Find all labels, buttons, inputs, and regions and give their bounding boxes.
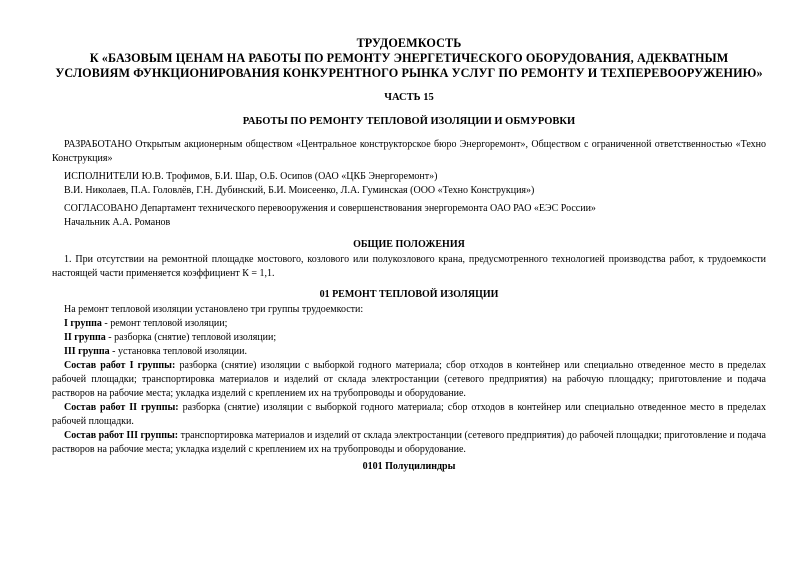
chief-line: Начальник А.А. Романов [64, 217, 171, 228]
document-title [52, 36, 766, 81]
title-line-1: ТРУДОЕМКОСТЬ [356, 36, 462, 50]
group-1-text: - ремонт тепловой изоляции; [101, 318, 228, 329]
general-heading: ОБЩИЕ ПОЛОЖЕНИЯ [353, 239, 465, 250]
group-1-line [52, 317, 766, 331]
group-2-text: - разборка (снятие) тепловой изоляции; [105, 332, 277, 343]
document-page [52, 36, 766, 472]
part-subtitle: РАБОТЫ ПО РЕМОНТУ ТЕПЛОВОЙ ИЗОЛЯЦИИ И ОБМУРОВКИ [242, 116, 576, 127]
composition-3-label: Состав работ III группы: [64, 430, 179, 441]
composition-2-text: разборка (снятие) изоляции с выборкой годного материала; сбор отходов в контейнер или специально отведенное место в пределах рабочей площадки. [52, 402, 766, 427]
composition-1-text: разборка (снятие) изоляции с выборкой годного материала; сбор отходов в контейнер или специально отведенное место в пределах рабочей площадки; транспортировка материалов и изделий от склада электростанции (сетевого предприятия) на рабочую площадку; приготовление и подача растворов на рабочие места; укладка изделий с креплением их на трубопроводы и оборудование. [52, 360, 767, 399]
section-01-heading: 01 РЕМОНТ ТЕПЛОВОЙ ИЗОЛЯЦИИ [319, 289, 499, 300]
group-2-line [52, 331, 766, 345]
groups-intro: На ремонт тепловой изоляции установлено три группы трудоемкости: [64, 304, 364, 315]
agreed-paragraph: СОГЛАСОВАНО Департамент технического перевооружения и совершенствования энергоремонта ОАО РАО «ЕЭС России» [64, 203, 596, 214]
composition-1-label: Состав работ I группы: [64, 360, 176, 371]
executors-line-1: ИСПОЛНИТЕЛИ Ю.В. Трофимов, Б.И. Шар, О.Б. Осипов (ОАО «ЦКБ Энергоремонт») [64, 171, 438, 182]
part-number: ЧАСТЬ 15 [384, 92, 434, 103]
group-3-label: III группа [64, 346, 110, 357]
group-3-text: - установка тепловой изоляции. [109, 346, 248, 357]
composition-2-label: Состав работ II группы: [64, 402, 179, 413]
group-2-label: II группа [64, 332, 106, 343]
developed-paragraph: РАЗРАБОТАНО Открытым акционерным обществом «Центральное конструкторское бюро Энергоремонт», Обществом с ограниченной ответственностью «Техно Конструкция» [52, 139, 766, 164]
group-3-line [52, 345, 766, 359]
title-line-2: К «БАЗОВЫМ ЦЕНАМ НА РАБОТЫ ПО РЕМОНТУ ЭНЕРГЕТИЧЕСКОГО ОБОРУДОВАНИЯ, АДЕКВАТНЫМ УСЛОВИЯМ ФУНКЦИОНИРОВАНИЯ КОНКУРЕНТНОГО РЫНКА УСЛУГ ПО РЕМОНТУ И ТЕХПЕРЕВООРУЖЕНИЮ» [55, 51, 763, 80]
executors-line-2: В.И. Николаев, П.А. Головлёв, Г.Н. Дубинский, Б.И. Моисеенко, Л.А. Гуминская (ООО «Техно Конструкция») [64, 185, 535, 196]
composition-group-1 [52, 359, 766, 401]
composition-group-2 [52, 401, 766, 429]
subsection-heading: 0101 Полуцилиндры [362, 461, 456, 472]
general-paragraph-1: 1. При отсутствии на ремонтной площадке мостового, козлового или полукозлового крана, предусмотренного технологией производства работ, к трудоемкости настоящей части применяется коэффициент К = 1,1. [52, 254, 766, 279]
group-1-label: I группа [64, 318, 102, 329]
composition-group-3 [52, 429, 766, 457]
composition-3-text: транспортировка материалов и изделий от склада электростанции (сетевого предприятия) до рабочей площадки; приготовление и подача растворов на рабочие места; укладка изделий с креплением их на трубопроводы и оборудование. [52, 430, 766, 455]
